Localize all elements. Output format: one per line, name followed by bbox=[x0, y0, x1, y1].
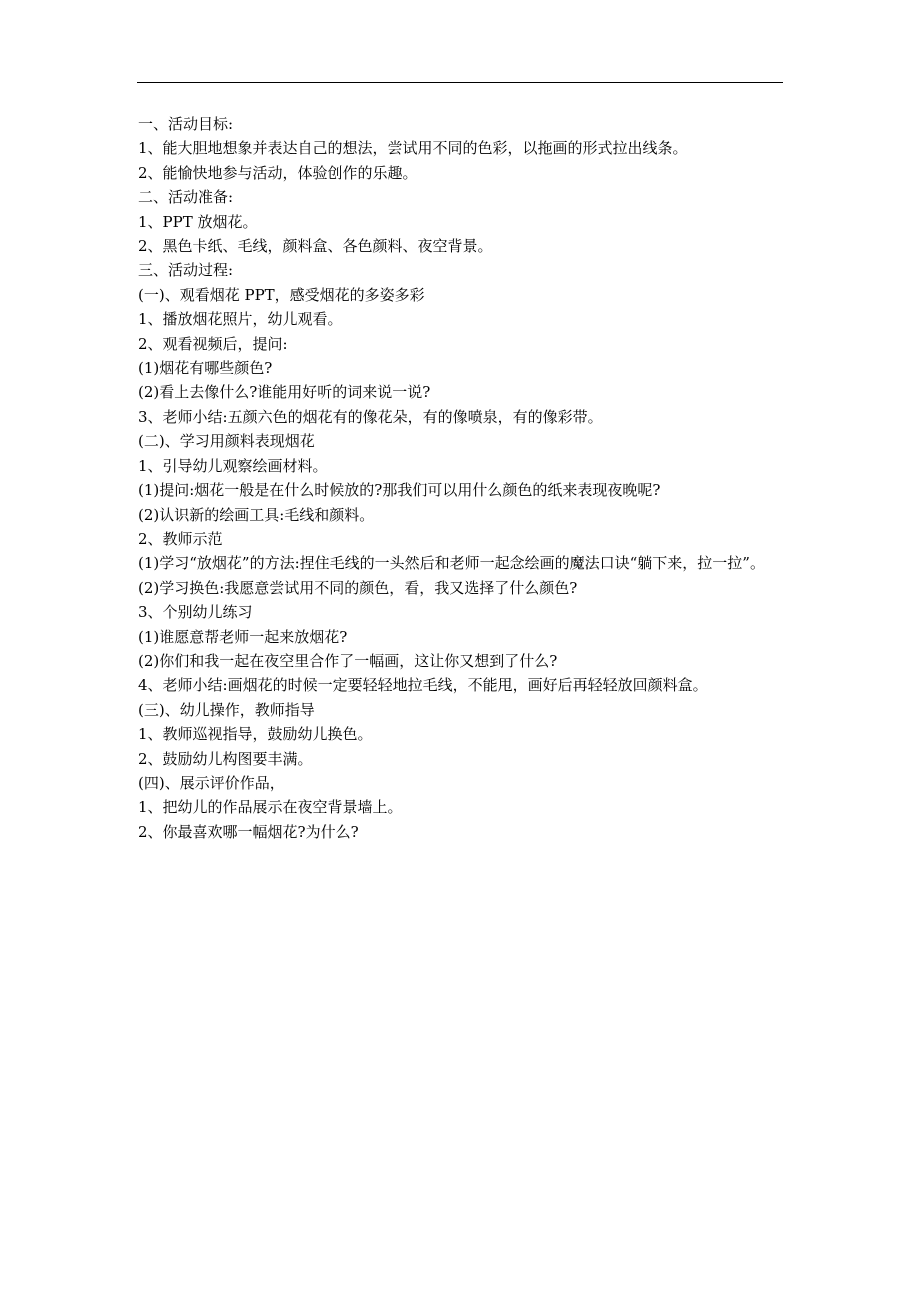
list-item: (1)学习“放烟花”的方法:捏住毛线的一头然后和老师一起念绘画的魔法口诀“躺下来，拉一拉”。 bbox=[138, 554, 765, 573]
list-item: (2)认识新的绘画工具:毛线和颜料。 bbox=[138, 505, 375, 524]
heading-activity-preparation: 二、活动准备: bbox=[138, 188, 234, 207]
list-item: 2、你最喜欢哪一幅烟花?为什么? bbox=[138, 822, 359, 841]
list-item: 1、教师巡视指导，鼓励幼儿换色。 bbox=[138, 725, 373, 744]
list-item: 1、引导幼儿观察绘画材料。 bbox=[138, 456, 328, 475]
list-item: (2)看上去像什么?谁能用好听的词来说一说? bbox=[138, 383, 431, 402]
heading-activity-process: 三、活动过程: bbox=[138, 261, 234, 280]
list-item: 1、播放烟花照片，幼儿观看。 bbox=[138, 310, 343, 329]
subheading-part-4: (四)、展示评价作品， bbox=[138, 773, 285, 792]
list-item: (1)谁愿意帮老师一起来放烟花? bbox=[138, 627, 348, 646]
list-item: 1、把幼儿的作品展示在夜空背景墙上。 bbox=[138, 798, 403, 817]
heading-activity-goals: 一、活动目标: bbox=[138, 115, 234, 133]
list-item: 1、能大胆地想象并表达自己的想法，尝试用不同的色彩，以拖画的形式拉出线条。 bbox=[138, 139, 688, 158]
list-item: 2、教师示范 bbox=[138, 529, 223, 548]
list-item: 2、观看视频后，提问: bbox=[138, 334, 288, 353]
list-item: 2、黑色卡纸、毛线，颜料盒、各色颜料、夜空背景。 bbox=[138, 237, 493, 256]
list-item: (1)提问:烟花一般是在什么时候放的?那我们可以用什么颜色的纸来表现夜晚呢? bbox=[138, 481, 661, 500]
list-item: 1、PPT 放烟花。 bbox=[138, 212, 258, 231]
list-item: (2)你们和我一起在夜空里合作了一幅画，这让你又想到了什么? bbox=[138, 651, 558, 670]
subheading-part-2: (二)、学习用颜料表现烟花 bbox=[138, 432, 315, 451]
list-item: 3、老师小结:五颜六色的烟花有的像花朵，有的像喷泉，有的像彩带。 bbox=[138, 407, 603, 426]
document-body bbox=[138, 112, 786, 844]
list-item: (1)烟花有哪些颜色? bbox=[138, 359, 273, 378]
subheading-part-3: (三)、幼儿操作，教师指导 bbox=[138, 700, 315, 719]
list-item: 3、个别幼儿练习 bbox=[138, 603, 253, 622]
list-item: 2、能愉快地参与活动，体验创作的乐趣。 bbox=[138, 163, 418, 182]
list-item: 2、鼓励幼儿构图要丰满。 bbox=[138, 749, 313, 768]
list-item: 4、老师小结:画烟花的时候一定要轻轻地拉毛线，不能甩，画好后再轻轻放回颜料盒。 bbox=[138, 676, 708, 695]
list-item: (2)学习换色:我愿意尝试用不同的颜色，看，我又选择了什么颜色? bbox=[138, 578, 578, 597]
header-rule bbox=[137, 82, 783, 83]
subheading-part-1: (一)、观看烟花 PPT，感受烟花的多姿多彩 bbox=[138, 285, 425, 304]
